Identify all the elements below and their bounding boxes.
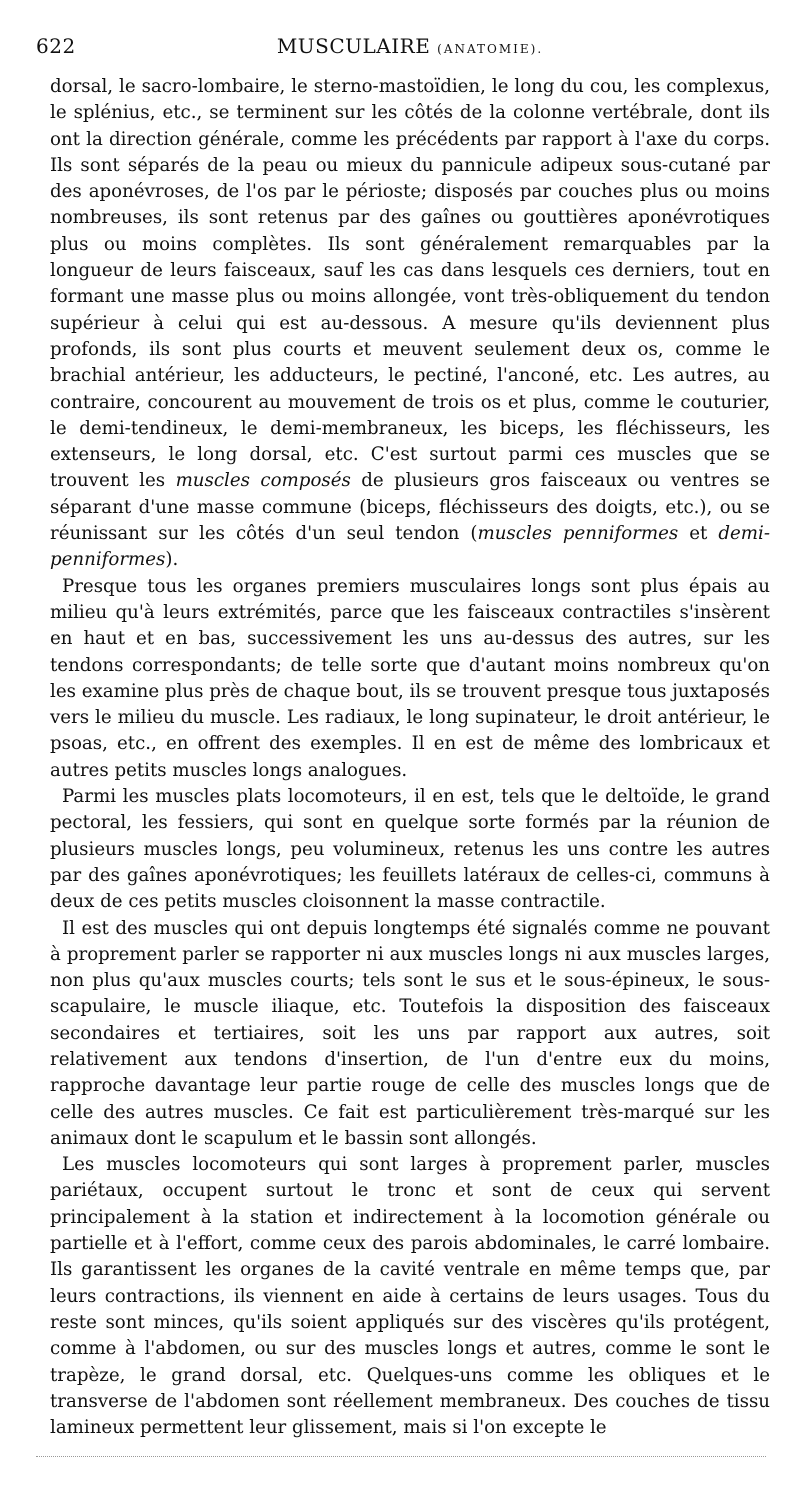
paragraph: Les muscles locomoteurs qui sont larges à proprement parler, muscles pariétaux, occupent surtout le tronc et sont de ceux qui servent principalement à la station et indirectement à la locomotion générale ou partielle et à l'effort, comme ceux des parois abdominales, le carré lombaire. Ils garantissent les organes de la cavité ventrale en même temps que, par leurs contractions, ils viennent en aide à certains de leurs usages. Tous du reste sont minces, qu'ils soient appliqués sur des viscères qu'ils protégent, comme à l'abdomen, ou sur des muscles longs et autres, comme le sont le trapèze, le grand dorsal, etc. Quelques-uns comme les obliques et le transverse de l'abdomen sont réellement membraneux. Des couches de tissu lamineux permettent leur glissement, mais si l'on excepte le xyxy=(50,1154,770,1439)
italic-term: muscles composés xyxy=(175,470,351,492)
bottom-rule xyxy=(36,1456,766,1457)
paragraph: Presque tous les organes premiers musculaires longs sont plus épais au milieu qu'à leurs extrémités, parce que les faisceaux contractiles s'insèrent en haut et en bas, successivement les uns au-dessus des autres, sur les tendons correspondants; de telle sorte que d'autant moins nombreux qu'on les examine plus près de chaque bout, ils se trouvent presque tous juxtaposés vers le milieu du muscle. Les radiaux, le long supinateur, le droit antérieur, le psoas, etc., en offrent des exemples. Il en est de même des lombricaux et autres petits muscles longs analogues. xyxy=(50,575,770,781)
italic-term: demi-penniformes xyxy=(50,523,771,571)
running-title-sub: (ANATOMIE). xyxy=(437,42,544,56)
document-page xyxy=(36,30,771,1441)
page-number: 622 xyxy=(36,34,76,58)
page-header xyxy=(36,30,770,60)
running-title-main: MUSCULAIRE xyxy=(276,34,431,58)
italic-term: muscles penniformes xyxy=(477,523,679,545)
body-text xyxy=(50,74,770,1441)
paragraph: Parmi les muscles plats locomoteurs, il en est, tels que le deltoïde, le grand pectoral, les fessiers, qui sont en quelque sorte formés par la réunion de plusieurs muscles longs, peu volumineux, retenus les uns contre les autres par des gaînes aponévrotiques; les feuillets latéraux de celles-ci, communs à deux de ces petits muscles cloisonnent la masse contractile. xyxy=(50,786,770,913)
paragraph: dorsal, le sacro-lombaire, le sterno-mastoïdien, le long du cou, les complexus, le splénius, etc., se terminent sur les côtés de la colonne vertébrale, dont ils ont la direction générale, comme les précédents par rapport à l'axe du corps. Ils sont séparés de la peau ou mieux du pannicule adipeux sous-cutané par des aponévroses, de l'os par le périoste; disposés par couches plus ou moins nombreuses, ils sont retenus par des gaînes ou gouttières aponévrotiques plus ou moins complètes. Ils sont généralement remarquables par la longueur de leurs faisceaux, sauf les cas dans lesquels ces derniers, tout en formant une masse plus ou moins allongée, vont très-obliquement du tendon supérieur à celui qui est au-dessous. A mesure qu'ils deviennent plus profonds, ils sont plus courts et meuvent seulement deux os, comme le brachial antérieur, les adducteurs, le pectiné, l'anconé, etc. Les autres, au contraire, concourent au mouvement de trois os et plus, comme le couturier, le demi-tendineux, le demi-membraneux, les biceps, les fléchisseurs, les extenseurs, le long dorsal, etc. C'est surtout parmi ces muscles que se trouvent les muscles composés de plusieurs gros faisceaux ou ventres se séparant d'une masse commune (biceps, fléchisseurs des doigts, etc.), ou se réunissant sur les côtés d'un seul tendon (muscles penniformes et demi-penniformes). xyxy=(50,76,771,571)
paragraph: Il est des muscles qui ont depuis longtemps été signalés comme ne pouvant à proprement parler se rapporter ni aux muscles longs ni aux muscles larges, non plus qu'aux muscles courts; tels sont le sus et le sous-épineux, le sous-scapulaire, le muscle iliaque, etc. Toutefois la disposition des faisceaux secondaires et tertiaires, soit les uns par rapport aux autres, soit relativement aux tendons d'insertion, de l'un d'entre eux du moins, rapproche davantage leur partie rouge de celle des muscles longs que de celle des autres muscles. Ce fait est particulièrement très-marqué sur les animaux dont le scapulum et le bassin sont allongés. xyxy=(50,917,770,1149)
running-title xyxy=(50,34,770,58)
